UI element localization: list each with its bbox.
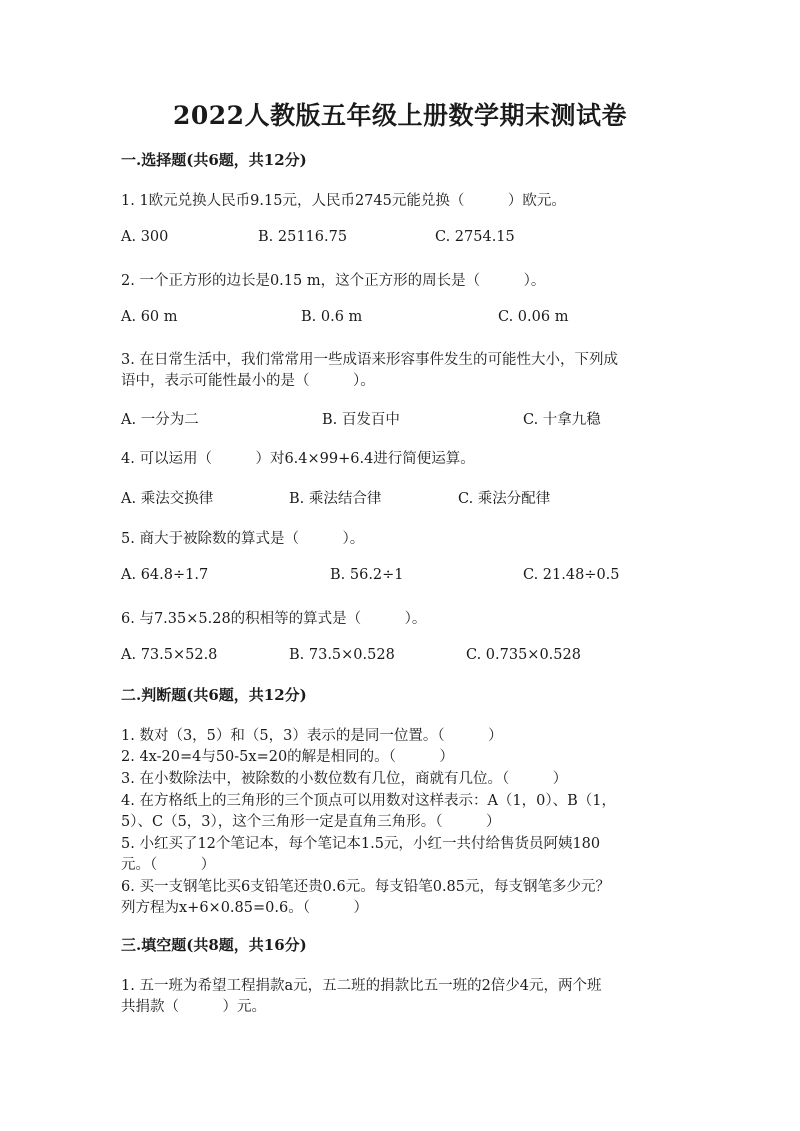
- question-text: 3. 在日常生活中，我们常常用一些成语来形容事件发生的可能性大小，下列成: [121, 352, 618, 368]
- option-c: C. 21.48÷0.5: [523, 567, 620, 583]
- question-text: 2. 一个正方形的边长是0.15 m，这个正方形的周长是（ ）。: [121, 273, 546, 289]
- exam-title: 2022人教版五年级上册数学期末测试卷: [172, 101, 628, 130]
- question-text: 4. 可以运用（ ）对6.4×99+6.4进行简便运算。: [121, 451, 475, 467]
- option-c: C. 0.735×0.528: [466, 647, 581, 663]
- option-c: C. 2754.15: [435, 229, 515, 245]
- option-b: B. 73.5×0.528: [289, 647, 395, 663]
- question-text: 1. 1欧元兑换人民币9.15元，人民币2745元能兑换（ ）欧元。: [121, 193, 566, 209]
- question-text: 5. 商大于被除数的算式是（ ）。: [121, 531, 365, 547]
- option-c: C. 0.06 m: [498, 309, 569, 325]
- option-c: C. 乘法分配律: [458, 491, 551, 507]
- judgement-line: 6. 买一支钢笔比买6支铅笔还贵0.6元。每支铅笔0.85元，每支钢笔多少元？: [121, 879, 611, 895]
- judgement-line: 1. 数对（3，5）和（5，3）表示的是同一位置。（ ）: [121, 728, 503, 744]
- option-a: A. 60 m: [121, 309, 178, 325]
- option-b: B. 56.2÷1: [330, 567, 404, 583]
- option-a: A. 300: [121, 229, 169, 245]
- judgement-line: 元。（ ）: [121, 857, 216, 873]
- judgement-line: 2. 4x-20=4与50-5x=20的解是相同的。（ ）: [121, 749, 454, 765]
- option-a: A. 73.5×52.8: [121, 647, 218, 663]
- judgement-line: 列方程为x+6×0.85=0.6。（ ）: [121, 900, 368, 916]
- option-a: A. 乘法交换律: [121, 491, 214, 507]
- section-heading-fill-in: 三.填空题(共8题，共16分): [121, 936, 307, 954]
- judgement-line: 4. 在方格纸上的三角形的三个顶点可以用数对这样表示：A（1，0）、B（1，: [121, 793, 616, 809]
- option-b: B. 25116.75: [258, 229, 348, 245]
- fill-in-line: 1. 五一班为希望工程捐款a元，五二班的捐款比五一班的2倍少4元，两个班: [121, 978, 602, 994]
- option-b: B. 百发百中: [322, 412, 400, 428]
- judgement-line: 5. 小红买了12个笔记本，每个笔记本1.5元，小红一共付给售货员阿姨180: [121, 836, 601, 852]
- fill-in-line: 共捐款（ ）元。: [121, 999, 266, 1015]
- option-a: A. 一分为二: [121, 412, 199, 428]
- option-b: B. 0.6 m: [301, 309, 363, 325]
- section-heading-judgement: 二.判断题(共6题，共12分): [121, 686, 307, 704]
- question-text: 6. 与7.35×5.28的积相等的算式是（ ）。: [121, 611, 427, 627]
- judgement-line: 3. 在小数除法中，被除数的小数位数有几位，商就有几位。（ ）: [121, 771, 568, 787]
- judgement-line: 5）、C（5，3），这个三角形一定是直角三角形。（ ）: [121, 814, 501, 830]
- section-heading-choice: 一.选择题(共6题，共12分): [121, 151, 307, 169]
- option-a: A. 64.8÷1.7: [121, 567, 209, 583]
- option-c: C. 十拿九稳: [523, 412, 601, 428]
- question-text-continued: 语中，表示可能性最小的是（ ）。: [121, 373, 375, 389]
- option-b: B. 乘法结合律: [289, 491, 382, 507]
